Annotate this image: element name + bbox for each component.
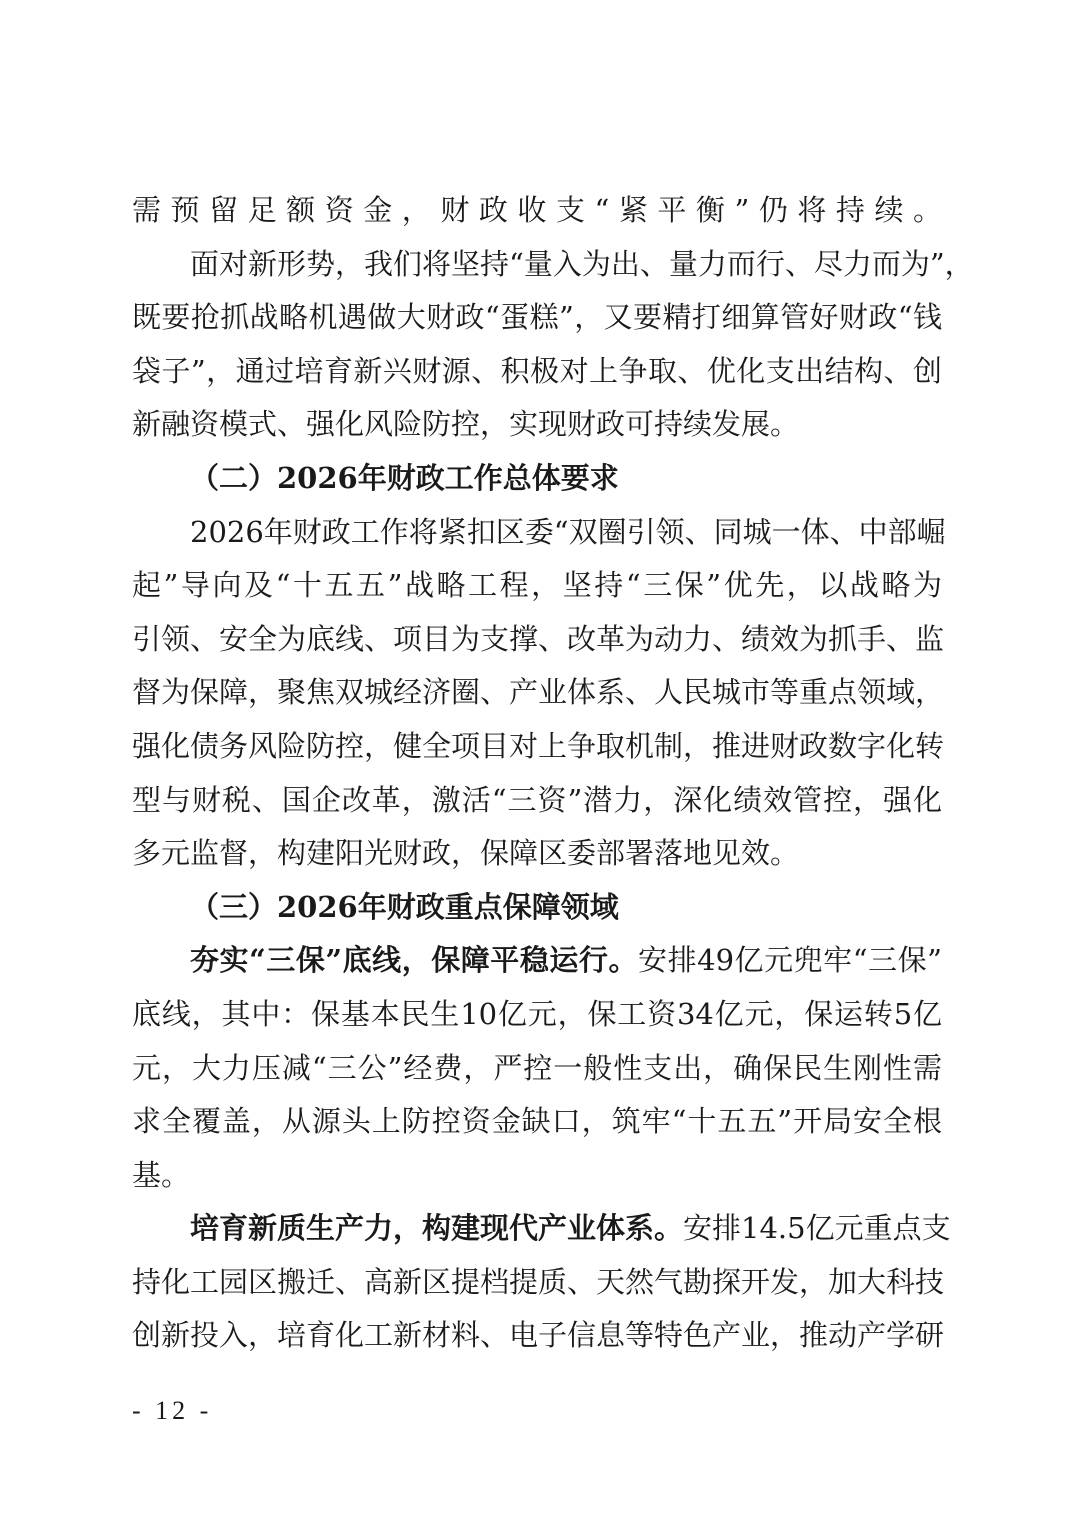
paragraph-line: 元，大力压减“三公”经费，严控一般性支出，确保民生刚性需 (132, 1050, 942, 1085)
lead-in-bold: 培育新质生产力，构建现代产业体系。 (190, 1211, 684, 1246)
paragraph-line: 创新投入，培育化工新材料、电子信息等特色产业，推动产学研 (132, 1318, 945, 1353)
paragraph-line: 袋子”，通过培育新兴财源、积极对上争取、优化支出结构、创 (132, 353, 942, 388)
lead-in-text: 安排14.5亿元重点支 (683, 1211, 951, 1246)
paragraph-line: 新融资模式、强化风险防控，实现财政可持续发展。 (132, 407, 800, 442)
paragraph-line: 督为保障，聚焦双城经济圈、产业体系、人民城市等重点领域， (132, 675, 945, 710)
paragraph-line: 多元监督，构建阳光财政，保障区委部署落地见效。 (132, 836, 800, 871)
document-body (132, 184, 974, 1363)
paragraph-line (132, 1202, 951, 1256)
lead-in-bold: 夯实“三保”底线，保障平稳运行。 (190, 943, 639, 978)
paragraph-line: 持化工园区搬迁、高新区提档提质、天然气勘探开发，加大科技 (132, 1264, 945, 1299)
paragraph-line: 引领、安全为底线、项目为支撑、改革为动力、绩效为抓手、监 (132, 621, 945, 656)
paragraph-line (132, 934, 942, 988)
paragraph-line: 底线，其中：保基本民生10亿元，保工资34亿元，保运转5亿 (132, 996, 942, 1031)
paragraph-line: 型与财税、国企改革，激活“三资”潜力，深化绩效管控，强化 (132, 782, 942, 817)
paragraph-line: 强化债务风险防控，健全项目对上争取机制，推进财政数字化转 (132, 728, 945, 763)
section-heading: （二）2026年财政工作总体要求 (190, 460, 619, 495)
lead-in-text: 安排49亿元兜牢“三保” (638, 943, 942, 978)
paragraph-line: 面对新形势，我们将坚持“量入为出、量力而行、尽力而为”， (190, 246, 974, 281)
paragraph-line: 起”导向及“十五五”战略工程，坚持“三保”优先，以战略为 (132, 568, 942, 603)
page-number: - 12 - (132, 1396, 213, 1425)
paragraph-line: 基。 (132, 1157, 191, 1192)
paragraph-line: 需预留足额资金，财政收支“紧平衡”仍将持续。 (132, 193, 942, 227)
paragraph-line: 求全覆盖，从源头上防控资金缺口，筑牢“十五五”开局安全根 (132, 1104, 942, 1139)
paragraph-line: 既要抢抓战略机遇做大财政“蛋糕”，又要精打细算管好财政“钱 (132, 300, 942, 335)
section-heading: （三）2026年财政重点保障领域 (190, 889, 619, 924)
paragraph-line: 2026年财政工作将紧扣区委“双圈引领、同城一体、中部崛 (190, 514, 946, 549)
